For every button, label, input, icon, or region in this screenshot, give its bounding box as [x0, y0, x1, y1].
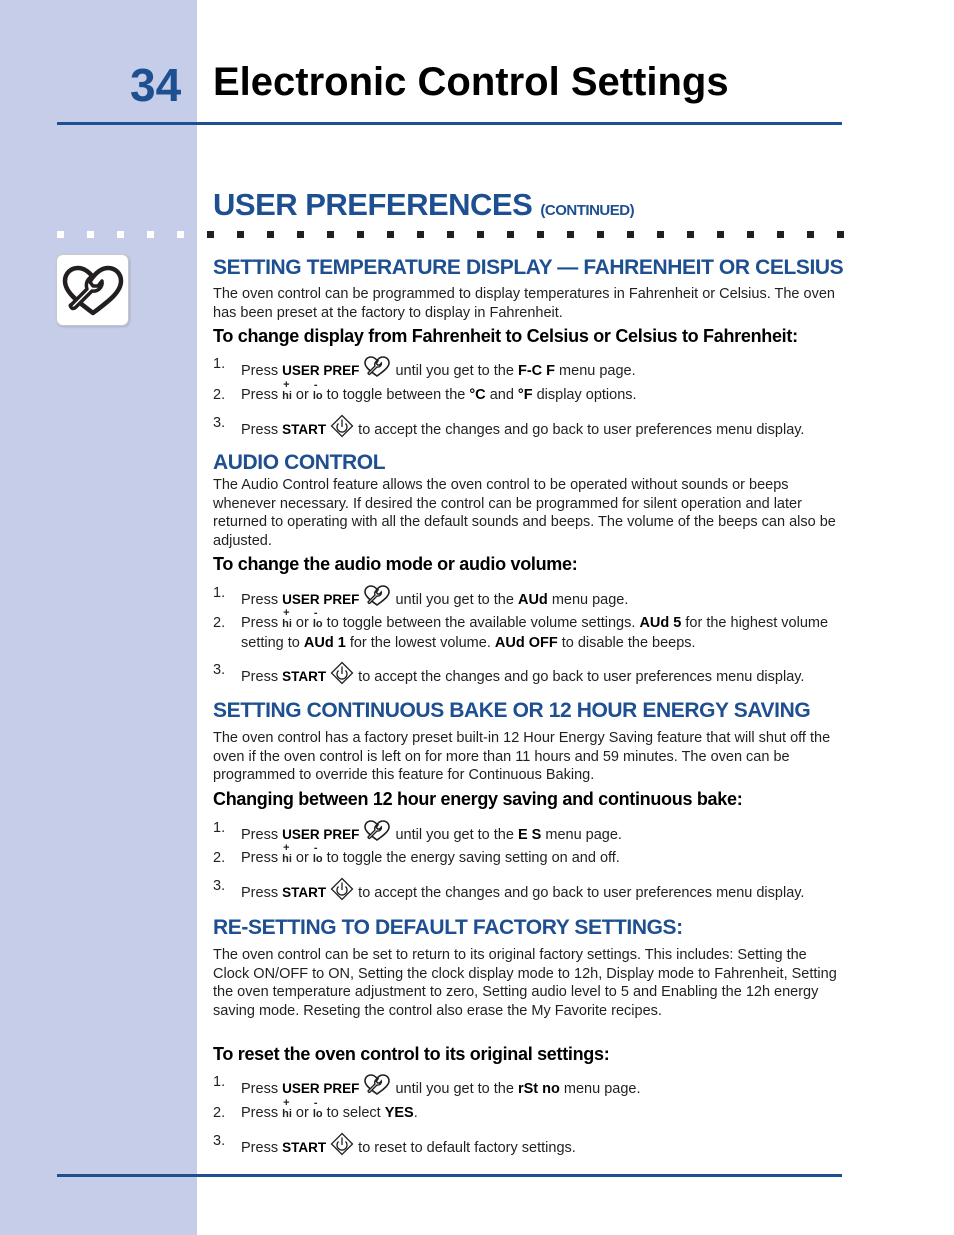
step-text: or — [295, 850, 309, 866]
page-title: Electronic Control Settings — [213, 60, 729, 104]
step-text: for the lowest volume. — [349, 635, 491, 651]
user-pref-icon — [363, 355, 391, 385]
step-text: Press — [241, 1081, 279, 1097]
minus-sign: - — [313, 1097, 318, 1109]
audio-heading: AUDIO CONTROL — [213, 451, 386, 474]
start-icon — [330, 661, 354, 691]
step-text: menu page. — [563, 1081, 641, 1097]
start-key: START — [282, 669, 327, 684]
lo-key — [312, 379, 323, 406]
divider-dot — [597, 231, 604, 238]
divider-dot — [717, 231, 724, 238]
step-text: or — [295, 615, 309, 631]
step-text: for the highest volume setting to — [241, 615, 829, 651]
divider-dot — [327, 231, 334, 238]
reset-intro: The oven control can be set to return to its original factory settings. This includes: Setting the Clock ON/OFF to ON, Setting the clock display mode to 12h, Display mode to Fahrenheit, Setting the oven temperature adjustment to zero, Setting audio level to 5 and Enabling the 12h energy saving mode. Reseting the control also erase the My Favorite recipes. — [213, 947, 837, 1019]
step-text: Press — [241, 592, 279, 608]
step-number: 3. — [213, 662, 226, 678]
menu-value: AUd 5 — [639, 615, 682, 631]
step-text: to disable the beeps. — [561, 635, 696, 651]
divider-dot — [747, 231, 754, 238]
plus-sign: + — [283, 379, 290, 391]
step-text: or — [295, 387, 309, 403]
divider-dot — [837, 231, 844, 238]
step-text: to select — [326, 1105, 381, 1121]
step-text: to reset to default factory settings. — [358, 1140, 576, 1156]
audio-intro: The Audio Control feature allows the oven control to be operated without sounds or beeps whenever necessary. If desired the control can be programmed for silent operation and later returned to operating with all the default sounds and beeps. The volume of the beeps can also be adjusted. — [213, 477, 836, 549]
divider-dot — [87, 231, 94, 238]
bottom-rule — [57, 1174, 842, 1177]
lo-label: lo — [312, 390, 323, 402]
user-pref-icon — [363, 584, 391, 614]
lo-label: lo — [312, 853, 323, 865]
step-text: Press — [241, 363, 279, 379]
divider-dot — [207, 231, 214, 238]
user-pref-icon — [363, 819, 391, 849]
hi-key — [282, 379, 292, 406]
user-pref-key: USER PREF — [282, 592, 360, 607]
step-text: display options. — [536, 387, 637, 403]
divider-dot — [477, 231, 484, 238]
divider-dot — [657, 231, 664, 238]
step-number: 2. — [213, 615, 226, 631]
fahrenheit-value: °F — [517, 387, 533, 403]
divider-dot — [387, 231, 394, 238]
step-number: 1. — [213, 1074, 226, 1090]
step-text: until you get to the — [395, 592, 514, 608]
menu-value: AUd 1 — [303, 635, 346, 651]
divider-dot — [147, 231, 154, 238]
hi-key — [282, 607, 292, 634]
temp-intro: The oven control can be programmed to display temperatures in Fahrenheit or Celsius. The oven has been preset at the factory to display in Fahrenheit. — [213, 286, 835, 321]
step-text: to accept the changes and go back to user preferences menu display. — [358, 885, 805, 901]
step-text: to toggle between the — [326, 387, 466, 403]
step-number: 2. — [213, 850, 226, 866]
plus-sign: + — [283, 607, 290, 619]
plus-sign: + — [283, 1097, 290, 1109]
wrench-heart-icon — [56, 254, 129, 326]
divider-dot — [297, 231, 304, 238]
divider-dot — [117, 231, 124, 238]
start-icon — [330, 414, 354, 444]
step-text: to accept the changes and go back to user preferences menu display. — [358, 669, 805, 685]
temp-subheading: To change display from Fahrenheit to Celsius or Celsius to Fahrenheit: — [213, 326, 798, 346]
divider-dot — [57, 231, 64, 238]
step-text: until you get to the — [395, 363, 514, 379]
dotted-divider — [57, 231, 847, 239]
step-number: 2. — [213, 1105, 226, 1121]
step-text: until you get to the — [395, 827, 514, 843]
lo-key — [312, 842, 323, 869]
minus-sign: - — [313, 379, 318, 391]
step-text: Press — [241, 1140, 279, 1156]
start-icon — [330, 1132, 354, 1162]
hi-key — [282, 842, 292, 869]
divider-dot — [417, 231, 424, 238]
step-text: menu page. — [551, 592, 629, 608]
step-number: 3. — [213, 1133, 226, 1149]
user-pref-key: USER PREF — [282, 363, 360, 378]
user-pref-key: USER PREF — [282, 1081, 360, 1096]
start-key: START — [282, 1140, 327, 1155]
step-text: and — [489, 387, 514, 403]
reset-subheading: To reset the oven control to its original settings: — [213, 1044, 610, 1064]
lo-label: lo — [312, 1108, 323, 1120]
menu-value: rSt no — [517, 1081, 560, 1097]
step-text: Press — [241, 669, 279, 685]
minus-sign: - — [313, 842, 318, 854]
divider-dot — [507, 231, 514, 238]
divider-dot — [687, 231, 694, 238]
start-icon — [330, 877, 354, 907]
lo-key — [312, 607, 323, 634]
menu-value: AUd OFF — [494, 635, 558, 651]
minus-sign: - — [313, 607, 318, 619]
step-number: 1. — [213, 356, 226, 372]
divider-dot — [447, 231, 454, 238]
divider-dot — [537, 231, 544, 238]
step-text: Press — [241, 387, 279, 403]
step-number: 1. — [213, 820, 226, 836]
divider-dot — [627, 231, 634, 238]
hi-label: hi — [282, 618, 292, 630]
left-sidebar — [0, 0, 197, 1235]
step-text: to toggle the energy saving setting on and off. — [326, 850, 620, 866]
divider-dot — [357, 231, 364, 238]
celsius-value: °C — [469, 387, 486, 403]
bake-intro: The oven control has a factory preset built-in 12 Hour Energy Saving feature that will shut off the oven if the oven control is left on for more than 11 hours and 59 minutes. The oven can be programmed to override this feature for Continuous Baking. — [213, 730, 831, 783]
start-key: START — [282, 422, 327, 437]
hi-label: hi — [282, 390, 292, 402]
page-number: 34 — [130, 59, 182, 111]
menu-value: YES — [384, 1105, 414, 1121]
step-number: 3. — [213, 878, 226, 894]
user-pref-key: USER PREF — [282, 827, 360, 842]
divider-dot — [807, 231, 814, 238]
temp-heading: SETTING TEMPERATURE DISPLAY — FAHRENHEIT OR CELSIUS — [213, 256, 844, 279]
menu-value: F-C F — [517, 363, 556, 379]
start-key: START — [282, 885, 327, 900]
step-number: 2. — [213, 387, 226, 403]
step-number: 3. — [213, 415, 226, 431]
step-text: menu page. — [545, 827, 622, 843]
menu-value: E S — [517, 827, 542, 843]
hi-key — [282, 1097, 292, 1124]
step-text: Press — [241, 615, 279, 631]
step-text: menu page. — [559, 363, 636, 379]
hi-label: hi — [282, 853, 292, 865]
top-rule — [57, 122, 842, 125]
menu-value: AUd — [517, 592, 548, 608]
step-text: Press — [241, 885, 279, 901]
plus-sign: + — [283, 842, 290, 854]
step-text: . — [413, 1105, 418, 1121]
step-text: to accept the changes and go back to user preferences menu display. — [358, 422, 805, 438]
hi-label: hi — [282, 1108, 292, 1120]
bake-subheading: Changing between 12 hour energy saving and continuous bake: — [213, 789, 743, 809]
audio-subheading: To change the audio mode or audio volume: — [213, 554, 578, 574]
step-text: to toggle between the available volume settings. — [326, 615, 636, 631]
divider-dot — [267, 231, 274, 238]
lo-label: lo — [312, 618, 323, 630]
lo-key — [312, 1097, 323, 1124]
step-text: Press — [241, 422, 279, 438]
reset-heading: RE-SETTING TO DEFAULT FACTORY SETTINGS: — [213, 916, 683, 939]
step-number: 1. — [213, 585, 226, 601]
step-text: until you get to the — [395, 1081, 514, 1097]
section-title — [213, 187, 634, 223]
step-text: or — [295, 1105, 309, 1121]
divider-dot — [177, 231, 184, 238]
section-title-text: USER PREFERENCES — [213, 187, 533, 222]
user-pref-icon — [363, 1073, 391, 1103]
step-text: Press — [241, 850, 279, 866]
step-text: Press — [241, 827, 279, 843]
continued-label: (CONTINUED) — [540, 202, 635, 219]
divider-dot — [777, 231, 784, 238]
step-text: Press — [241, 1105, 279, 1121]
bake-heading: SETTING CONTINUOUS BAKE OR 12 HOUR ENERGY SAVING — [213, 699, 811, 722]
divider-dot — [237, 231, 244, 238]
divider-dot — [567, 231, 574, 238]
